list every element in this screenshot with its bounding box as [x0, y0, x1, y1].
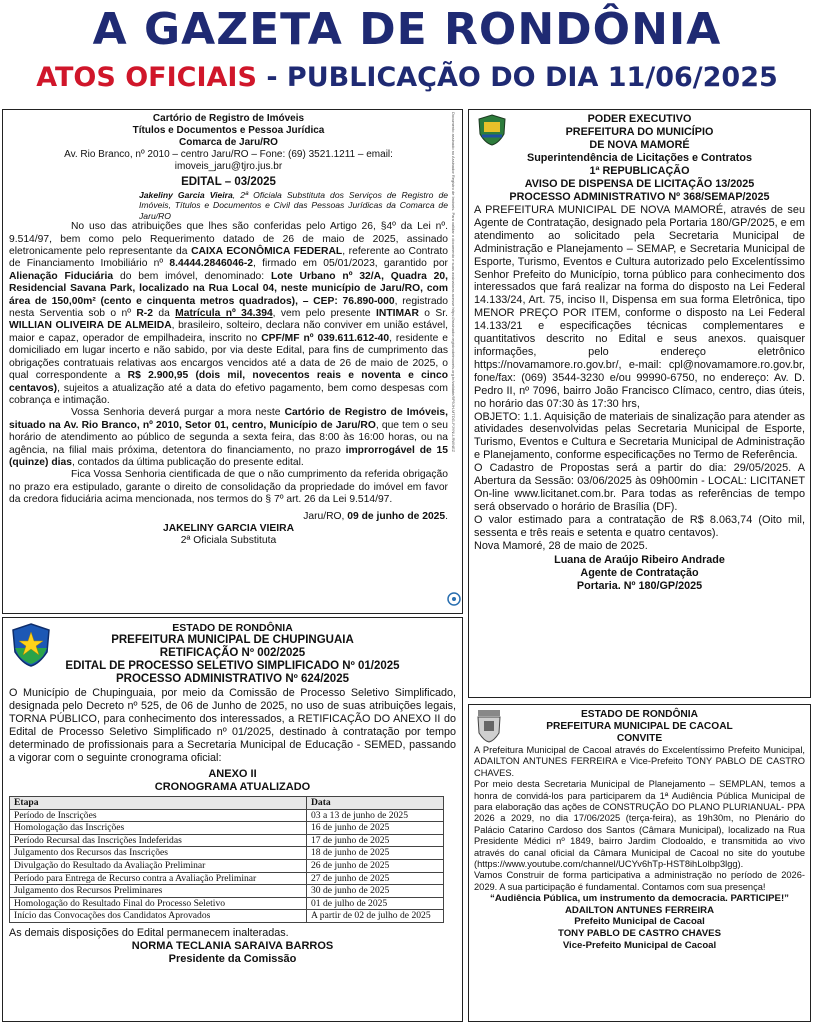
edital-date: Jaru/RO, 09 de junho de 2025.	[303, 510, 448, 522]
cacoal-notice	[468, 704, 811, 1022]
signature-name: JAKELINY GARCIA VIEIRA	[162, 522, 295, 534]
vice-prefeito-role: Vice-Prefeito Municipal de Cacoal	[562, 939, 717, 951]
subtitle-date: - PUBLICAÇÃO DO DIA 11/06/2025	[256, 62, 778, 93]
vice-prefeito-name: TONY PABLO DE CASTRO CHAVES	[558, 928, 721, 940]
cartorio-address: Av. Rio Branco, nº 2010 – centro Jaru/RO – Fone: (69) 3521.1211 – email:	[64, 149, 393, 160]
presidente-role: Presidente da Comissão	[168, 952, 297, 965]
republicacao: 1ª REPUBLICAÇÃO	[589, 165, 690, 177]
edital-seletivo-title: EDITAL DE PROCESSO SELETIVO SIMPLIFICADO Nº 01/2025	[65, 660, 400, 672]
prefeito-role: Prefeito Municipal de Cacoal	[574, 916, 705, 928]
presidente-name: NORMA TECLANIA SARAIVA BARROS	[131, 939, 334, 952]
superintendencia: Superintendência de Licitações e Contratos	[527, 152, 752, 164]
digital-signature-stamp: Documento assinado no Assinador Registro de Imóveis. Para validar o documento e suas assinaturas acesse https://assinador.registrodeimoveis.org.br/validate/9P9JH-MTDG-PJYNU-RWNEZ	[451, 112, 456, 453]
cronograma-title: CRONOGRAMA ATUALIZADO	[154, 781, 311, 793]
masthead	[0, 0, 814, 108]
cacoal-paragraph-3: Vamos Construir de forma participativa a administração no período de 2026-2029. A sua participação é fundamental. Contamos com sua presença!	[474, 870, 805, 892]
table-row: Início das Convocações dos Candidatos Aprovados A partir de 02 de julho de 2025	[10, 910, 444, 923]
cacoal-paragraph-2: Por meio desta Secretaria Municipal de Planejamento – SEMPLAN, temos a honra de convidá-los para participarem da 1ª Audiência Pública Municipal de para elaboração das ações de CONSTRUÇÃO DO PLANO PLURIANUAL- PPA 2026 a 2029, no dia 17/06/2025 (terça-feira), as 19h30m, no Plenário do Palácio Catarino Cardoso dos Santos (Câmara Municipal), localizado na Rua Presidente Médici nº 1849, bairro Jardim Clodoaldo, e transmitida ao vivo através do canal oficial da Câmara Municipal de Cacoal no site do youtube (https://www.youtube.com/channel/UCYv6hTp-HST8ihLolbp3lgg).	[474, 779, 805, 870]
poder-executivo: PODER EXECUTIVO	[587, 113, 692, 125]
cartorio-comarca: Comarca de Jaru/RO	[179, 137, 278, 148]
nova-mamore-crest-icon	[477, 114, 507, 146]
chupinguaia-body: O Município de Chupinguaia, por meio da Comissão de Processo Seletivo Simplificado, designada pelo Decreto nº 525, de 06 de Junho de 2025, no uso de suas atribuições legais, TORNA PÚBLICO, para conhecimento dos interessados, a RETIFICAÇÃO DO ANEXO II do Edital de Processo Seletivo Simplificado nº 01/2025, destinado à contratação por tempo determinado de profissionais para a Secretaria Municipal de Educação - SEMED, passando a vigorar com o seguinte cronograma oficial:	[9, 687, 456, 764]
processo-administrativo: PROCESSO ADMINISTRATIVO Nº 624/2025	[116, 673, 349, 685]
cronograma-table	[9, 796, 444, 923]
edital-intro: Jakeliny Garcia Vieira, 2ª Oficiala Substituta dos Serviços de Registro de Imóveis, Títulos e Documentos e Civil das Pessoas Jurídicas da Comarca de Jaru/RO	[139, 190, 449, 221]
nova-mamore-prefeitura: PREFEITURA DO MUNICÍPIO	[565, 126, 714, 138]
table-row: Julgamento dos Recursos das Inscrições 18 de junho de 2025	[10, 847, 444, 860]
nova-mamore-objeto: OBJETO: 1.1. Aquisição de materiais de sinalização para atender as atividades desenvolvidas pelas Secretaria Municipal de Esporte, Turismo, Eventos e Cultura e Secretaria Municipal de Administração e Planejamento, conforme especificações no Termo de Referência.	[474, 410, 805, 462]
agente-role: Agente de Contratação	[580, 567, 699, 580]
edital-paragraph-2: Vossa Senhoria deverá purgar a mora neste Cartório de Registro de Imóveis, situado na Av. Rio Branco, nº 2010, Setor 01, centro, Município de Jaru/RO, que tem o seu horário de atendimento ao público de segunda a sexta feira, das 8:00 às 16:00 horas, ou na agência, na filial mais próxima, detentora do financiamento, no prazo improrrogável de 15 (quinze) dias, contados da última publicação do presente edital.	[9, 407, 448, 468]
table-row: Período Recursal das Inscrições Indeferidas 17 de junho de 2025	[10, 834, 444, 847]
agente-name: Luana de Araújo Ribeiro Andrade	[554, 554, 725, 567]
processo-368: PROCESSO ADMINISTRATIVO Nº 368/SEMAP/2025	[509, 191, 770, 203]
chupinguaia-footer: As demais disposições do Edital permanecem inalteradas.	[9, 926, 289, 939]
aviso-dispensa: AVISO DE DISPENSA DE LICITAÇÃO 13/2025	[524, 178, 755, 190]
agente-portaria: Portaria. Nº 180/GP/2025	[576, 580, 703, 593]
cacoal-crest-icon	[475, 709, 503, 743]
edital-paragraph-3: Fica Vossa Senhoria cientificada de que o não cumprimento da referida obrigação no prazo era estipulado, garante o direito de consolidação da propriedade do imóvel em favor da credora fiduciária acima mencionada, nos termos do § 7º art. 26 da Lei 9.514/97.	[9, 469, 448, 506]
nova-mamore-city: DE NOVA MAMORÉ	[589, 139, 690, 151]
table-row: Divulgação do Resultado da Avaliação Preliminar 26 de junho de 2025	[10, 859, 444, 872]
table-row: Homologação do Resultado Final do Processo Seletivo 01 de julho de 2025	[10, 897, 444, 910]
table-row: Homologação das Inscrições 16 de junho de 2025	[10, 822, 444, 835]
retificacao-number: RETIFICAÇÃO Nº 002/2025	[159, 647, 306, 659]
anexo-title: ANEXO II	[208, 768, 257, 780]
column-header-etapa: Etapa	[10, 797, 307, 810]
cacoal-prefeitura: PREFEITURA MUNICIPAL DE CACOAL	[546, 721, 733, 732]
oficiala-name: Jakeliny Garcia Vieira	[139, 190, 233, 200]
cartorio-subtitle: Títulos e Documentos e Pessoa Jurídica	[132, 125, 325, 136]
nova-mamore-valor: O valor estimado para a contratação de R$ 8.063,74 (Oito mil, sessenta e três reais e setenta e quatro centavos).	[474, 513, 805, 539]
subtitle-atos: ATOS OFICIAIS	[36, 62, 257, 93]
newspaper-title: A GAZETA DE RONDÔNIA	[92, 4, 722, 55]
cacoal-motto: “Audiência Pública, um instrumento da democracia. PARTICIPE!”	[490, 893, 789, 905]
cacoal-paragraph-1: A Prefeitura Municipal de Cacoal através do Excelentíssimo Prefeito Municipal, ADAILTON ANTUNES FERREIRA e Vice-Prefeito TONY PABLO DE CASTRO CHAVES.	[474, 745, 805, 778]
nova-mamore-cadastro: O Cadastro de Propostas será a partir do dia: 29/05/2025. A Abertura da Sessão: 03/06/2025 às 09h00min - LOCAL: LICITANET On-line www.licitanet.com.br. Para todas as referências de tempo será observado o horário de Brasília (DF).	[474, 462, 805, 513]
rondonia-crest-icon	[9, 622, 53, 668]
nova-mamore-body-1: A PREFEITURA MUNICIPAL DE NOVA MAMORÉ, através de seu Agente de Contratação, designado pela Portaria 180/GP/2025, e em atendimento ao solicitado pela Secretaria Municipal de Administração e Planejamento – SEMAP, e Secretaria Municipal de Esporte, Turismo, Eventos e Cultura autorizado pelo Excelentíssimo Senhor Prefeito do Município, torna público para conhecimento dos interessados que fará realizar na forma do disposto na Lei Federal 14.133/24, Art. 75, inciso II, Dispensa em sua forma Eletrônica, tipo MENOR PREÇO POR ITEM, conforme o disposto na Lei Federal 14.133/21 e especificações técnicas complementares e quantitativos descrito no Edital e seus anexos. quaisquer informações, pelo endereço eletrônico https://novamamore.ro.gov.br/, e-mail: cpl@novamamore.ro.gov.br, fone/fax: (069) 3544-3230 e/ou 99990-6750, no endereço: Av. D. Pedro II, nº 7096, bairro João Francisco Clímaco, centro, dias úteis, no horário das 07:30 às 17:30 hrs,	[474, 204, 805, 410]
cartorio-name: Cartório de Registro de Imóveis	[152, 113, 305, 124]
chupinguaia-state: ESTADO DE RONDÔNIA	[172, 622, 293, 634]
cartorio-email: imoveis_jaru@tjro.jus.br	[174, 161, 283, 172]
cartorio-notice	[2, 109, 463, 614]
convite-title: CONVITE	[616, 733, 663, 744]
nova-mamore-date: Nova Mamoré, 28 de maio de 2025.	[474, 539, 648, 552]
chupinguaia-notice	[2, 617, 463, 1022]
prefeito-name: ADAILTON ANTUNES FERREIRA	[564, 904, 715, 916]
edital-paragraph-1: No uso das atribuições que lhes são conferidas pelo Artigo 26, §4º da Lei nº. 9.514/97, bem como pelo Requerimento datado de 26 de maio de 2025, assinado eletronicamente pelo representante da CAIXA ECONÔMICA FEDERAL, referente ao Contrato de Financiamento Imobiliário nº 8.4444.2846046-2, firmado em 05/01/2023, garantido por Alienação Fiduciária do bem imóvel, denominado: Lote Urbano nº 32/A, Quadra 20, Residencial Savana Park, localizado na Rua Local 04, neste município de Jaru/RO, com área de 150,00m² (cento e cinquenta metros quadrados), – CEP: 76.890-000, registrado nesta Serventia sob o nº R-2 da Matrícula nº 34.394, vem pelo presente INTIMAR o Sr. WILLIAN OLIVEIRA DE ALMEIDA, brasileiro, solteiro, declara não conviver em união estável, maior e capaz, operador de empilhadeira, inscrito no CPF/MF nº 039.611.612-40, residente e domiciliado em lugar incerto e não sabido, por via deste Edital, para fins de cumprimento das obrigações contratuais relativas aos encargos vencidos até a data de 26 de maio de 2025, o qual correspondente a R$ 2.900,95 (dois mil, novecentos reais e noventa e cinco centavos), sujeitos a atualização até a data do efetivo pagamento, bem como despesas com cobrança e intimação.	[9, 221, 448, 406]
table-header-row	[10, 797, 444, 810]
table-row: Julgamento dos Recursos Preliminares 30 de junho de 2025	[10, 885, 444, 898]
table-row: Período para Entrega de Recurso contra a Avaliação Preliminar 27 de junho de 2025	[10, 872, 444, 885]
nova-mamore-notice	[468, 109, 811, 698]
column-header-data: Data	[307, 797, 444, 810]
table-row: Período de Inscrições 03 a 13 de junho de 2025	[10, 809, 444, 822]
publication-subtitle	[0, 58, 814, 98]
edital-title: EDITAL – 03/2025	[181, 176, 276, 188]
cacoal-state: ESTADO DE RONDÔNIA	[581, 709, 698, 720]
signature-role: 2ª Oficiala Substituta	[180, 535, 277, 547]
registro-seal-icon	[447, 588, 461, 610]
chupinguaia-prefeitura: PREFEITURA MUNICIPAL DE CHUPINGUAIA	[111, 634, 354, 646]
